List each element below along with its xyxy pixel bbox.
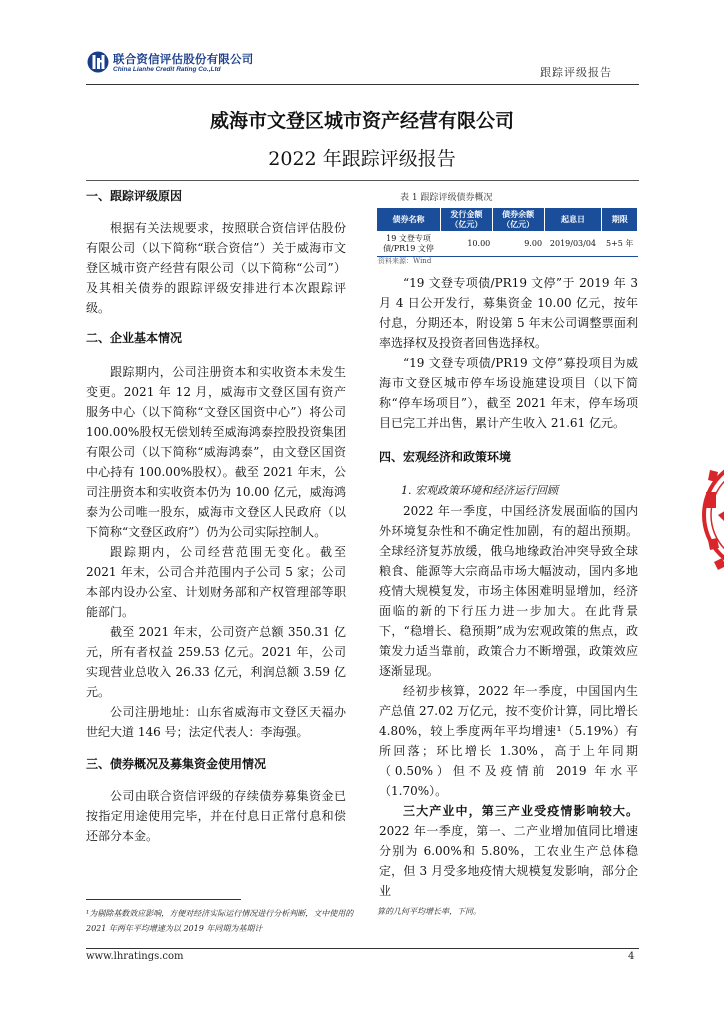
footnote: ¹为剔除基数效应影响，方便对经济实际运行情况进行分析判断，文中使用的 2021 年两年平均增速为以 2019 年同期为基期计: [86, 909, 354, 933]
company-name-cn: 联合资信评估股份有限公司: [113, 52, 254, 66]
paragraph-text: 2022 年一季度，第一、二产业增加值同比增速分别为 6.00%和 5.80%，工农业生产总体稳定，但 3 月受多地疫情大规模复发影响，部分企业: [379, 824, 638, 898]
paragraph: 跟踪期内，公司注册资本和实收资本未发生变更。2021 年 12 月，威海市文登区国有资产服务中心（以下简称“文登区国资中心”）将公司 100.00%股权无偿划转至威海鸿泰控股投资集团有限公司（以下简称“威海鸿泰”，由文登区国资中心持有 100.00%股权）。截至 2021 年末，公司注册资本和实收资本仍为 10.00 亿元，威海鸿泰为公司唯一股东，威海市文登区人民政府（以下简称“文登区政府”）仍为公司实际控制人。: [86, 365, 346, 539]
table-header-row: [377, 208, 638, 232]
subsection-heading: 1. 宏观政策环境和经济运行回顾: [401, 484, 558, 497]
header-divider: [86, 84, 639, 85]
bold-lead-sentence: 三大产业中，第三产业受疫情影响较大。: [403, 804, 638, 818]
table-cell: 10.00: [440, 232, 492, 257]
company-name-en: China Lianhe Credit Rating Co.,Ltd: [113, 66, 221, 73]
footer-website: www.lhratings.com: [86, 951, 184, 962]
paragraph: 截至 2021 年末，公司资产总额 350.31 亿元，所有者权益 259.53 亿元。2021 年，公司实现营业总收入 26.33 亿元，利润总额 3.59 亿元。: [86, 625, 346, 699]
paragraph: 2022 年一季度，中国经济发展面临的国内外环境复杂性和不确定性加剧，有的超出预期。全球经济复苏放缓，俄乌地缘政治冲突导致全球粮食、能源等大宗商品市场大幅波动，国内多地疫情大规模复发，市场主体困难明显增加，经济面临的新的下行压力进一步加大。在此背景下，“稳增长、稳预期”成为宏观政策的焦点，政策发力适当靠前，政策合力不断增强，政策效应逐渐显现。: [379, 504, 638, 678]
seal-stamp-icon: [700, 430, 724, 600]
page-number: 4: [628, 951, 635, 962]
section-heading-rating-reason: 一、跟踪评级原因: [86, 189, 183, 203]
table-caption: 表 1 跟踪评级债券概况: [400, 193, 493, 203]
bond-table: [376, 207, 638, 257]
table-source-note: 资料来源：Wind: [378, 257, 432, 265]
paragraph: “19 文登专项债/PR19 文停”募投项目为威海市文登区城市停车场设施建设项目（以下简称“停车场项目”），截至 2021 年末，停车场项目已完工并出售，累计产生收入 21.61 亿元。: [379, 356, 638, 430]
section-heading-bond-overview: 三、债券概况及募集资金使用情况: [86, 757, 267, 771]
table-header-cell: 债券名称: [377, 208, 441, 232]
table-cell: 2019/03/04: [544, 232, 602, 257]
table-header-cell: 债券余额（亿元）: [492, 208, 544, 232]
paragraph: 跟踪期内，公司经营范围无变化。截至 2021 年末，公司合并范围内子公司 5 家；公司本部内设办公室、计划财务部和产权管理部等职能部门。: [86, 545, 346, 619]
left-column: [86, 186, 346, 846]
title-divider: [86, 180, 639, 181]
paragraph: [379, 801, 638, 901]
section-heading-company-info: 二、企业基本情况: [86, 331, 183, 345]
paragraph: 公司注册地址：山东省威海市文登区天福办世纪大道 146 号；法定代表人：李海强。: [86, 705, 346, 739]
company-logo-icon: [87, 51, 109, 73]
report-type-tag: 跟踪评级报告: [540, 66, 612, 79]
table-cell: 5+5 年: [602, 232, 638, 257]
paragraph: 根据有关法规要求，按照联合资信评估股份有限公司（以下简称“联合资信”）关于威海市文登区城市资产经营有限公司（以下简称“公司”）及其相关债券的跟踪评级安排进行本次跟踪评级。: [86, 221, 346, 315]
report-subtitle: 2022 年跟踪评级报告: [268, 148, 456, 170]
right-column: [379, 273, 638, 901]
table-header-cell: 期限: [602, 208, 638, 232]
footnote-divider: [86, 899, 241, 900]
table-header-cell: 起息日: [544, 208, 602, 232]
table-cell: 19 文登专项债/PR19 文停: [377, 232, 441, 257]
table-header-cell: 发行金额（亿元）: [440, 208, 492, 232]
table-row: [377, 232, 638, 257]
footer-divider: [86, 948, 639, 949]
paragraph: 经初步核算，2022 年一季度，中国国内生产总值 27.02 万亿元，按不变价计算，同比增长 4.80%，较上季度两年平均增速¹（5.19%）有所回落；环比增长 1.30%，高于上年同期（0.50%）但不及疫情前 2019 年水平（1.70%）。: [379, 684, 638, 798]
report-title: 威海市文登区城市资产经营有限公司: [209, 110, 514, 132]
paragraph: “19 文登专项债/PR19 文停”于 2019 年 3 月 4 日公开发行，募集资金 10.00 亿元，按年付息，分期还本，附设第 5 年末公司调整票面利率选择权及投资者回售选择权。: [379, 276, 638, 350]
section-heading-macro-environment: 四、宏观经济和政策环境: [379, 450, 512, 464]
paragraph: 公司由联合资信评级的存续债券募集资金已按指定用途使用完毕，并在付息日正常付息和偿还部分本金。: [86, 789, 346, 843]
table-cell: 9.00: [492, 232, 544, 257]
footnote-continuation: 算的几何平均增长率，下同。: [377, 907, 481, 916]
